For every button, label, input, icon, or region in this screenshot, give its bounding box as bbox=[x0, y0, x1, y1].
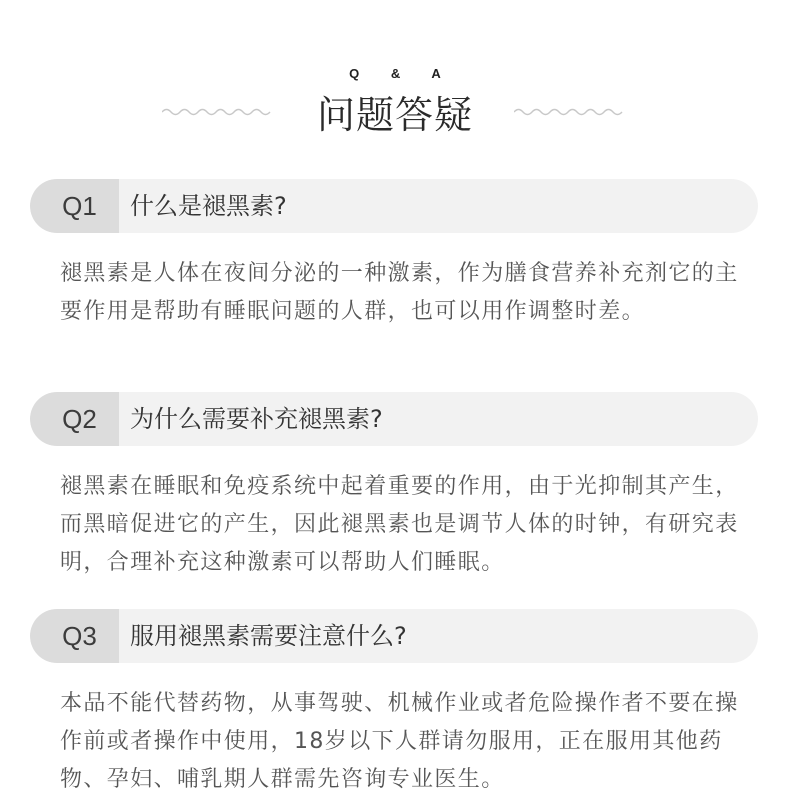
wave-decoration-right-icon bbox=[514, 106, 624, 118]
question-number: Q3 bbox=[30, 609, 119, 663]
question-text: 什么是褪黑素? bbox=[130, 192, 287, 220]
qa-subtitle: Q & A bbox=[349, 66, 455, 81]
answer-text: 褪黑素在睡眠和免疫系统中起着重要的作用，由于光抑制其产生，而黑暗促进它的产生，因此褪黑素也是调节人体的时钟，有研究表明，合理补充这种激素可以帮助人们睡眠。 bbox=[60, 474, 739, 575]
qa-item-2 bbox=[30, 392, 758, 582]
question-bar bbox=[30, 609, 758, 663]
qa-item-3 bbox=[30, 609, 758, 799]
qa-item-1 bbox=[30, 179, 758, 331]
question-text: 为什么需要补充褪黑素? bbox=[130, 405, 383, 433]
section-header bbox=[0, 0, 790, 160]
answer-text: 本品不能代替药物，从事驾驶、机械作业或者危险操作者不要在操作前或者操作中使用，18岁以下人群请勿服用，正在服用其他药物、孕妇、哺乳期人群需先咨询专业医生。 bbox=[60, 691, 739, 792]
question-bar bbox=[30, 392, 758, 446]
question-number: Q2 bbox=[30, 392, 119, 446]
question-number: Q1 bbox=[30, 179, 119, 233]
question-text: 服用褪黑素需要注意什么? bbox=[130, 622, 407, 650]
page-title: 问题答疑 bbox=[316, 93, 473, 137]
question-bar bbox=[30, 179, 758, 233]
answer-text: 褪黑素是人体在夜间分泌的一种激素，作为膳食营养补充剂它的主要作用是帮助有睡眠问题的人群，也可以用作调整时差。 bbox=[60, 261, 739, 324]
